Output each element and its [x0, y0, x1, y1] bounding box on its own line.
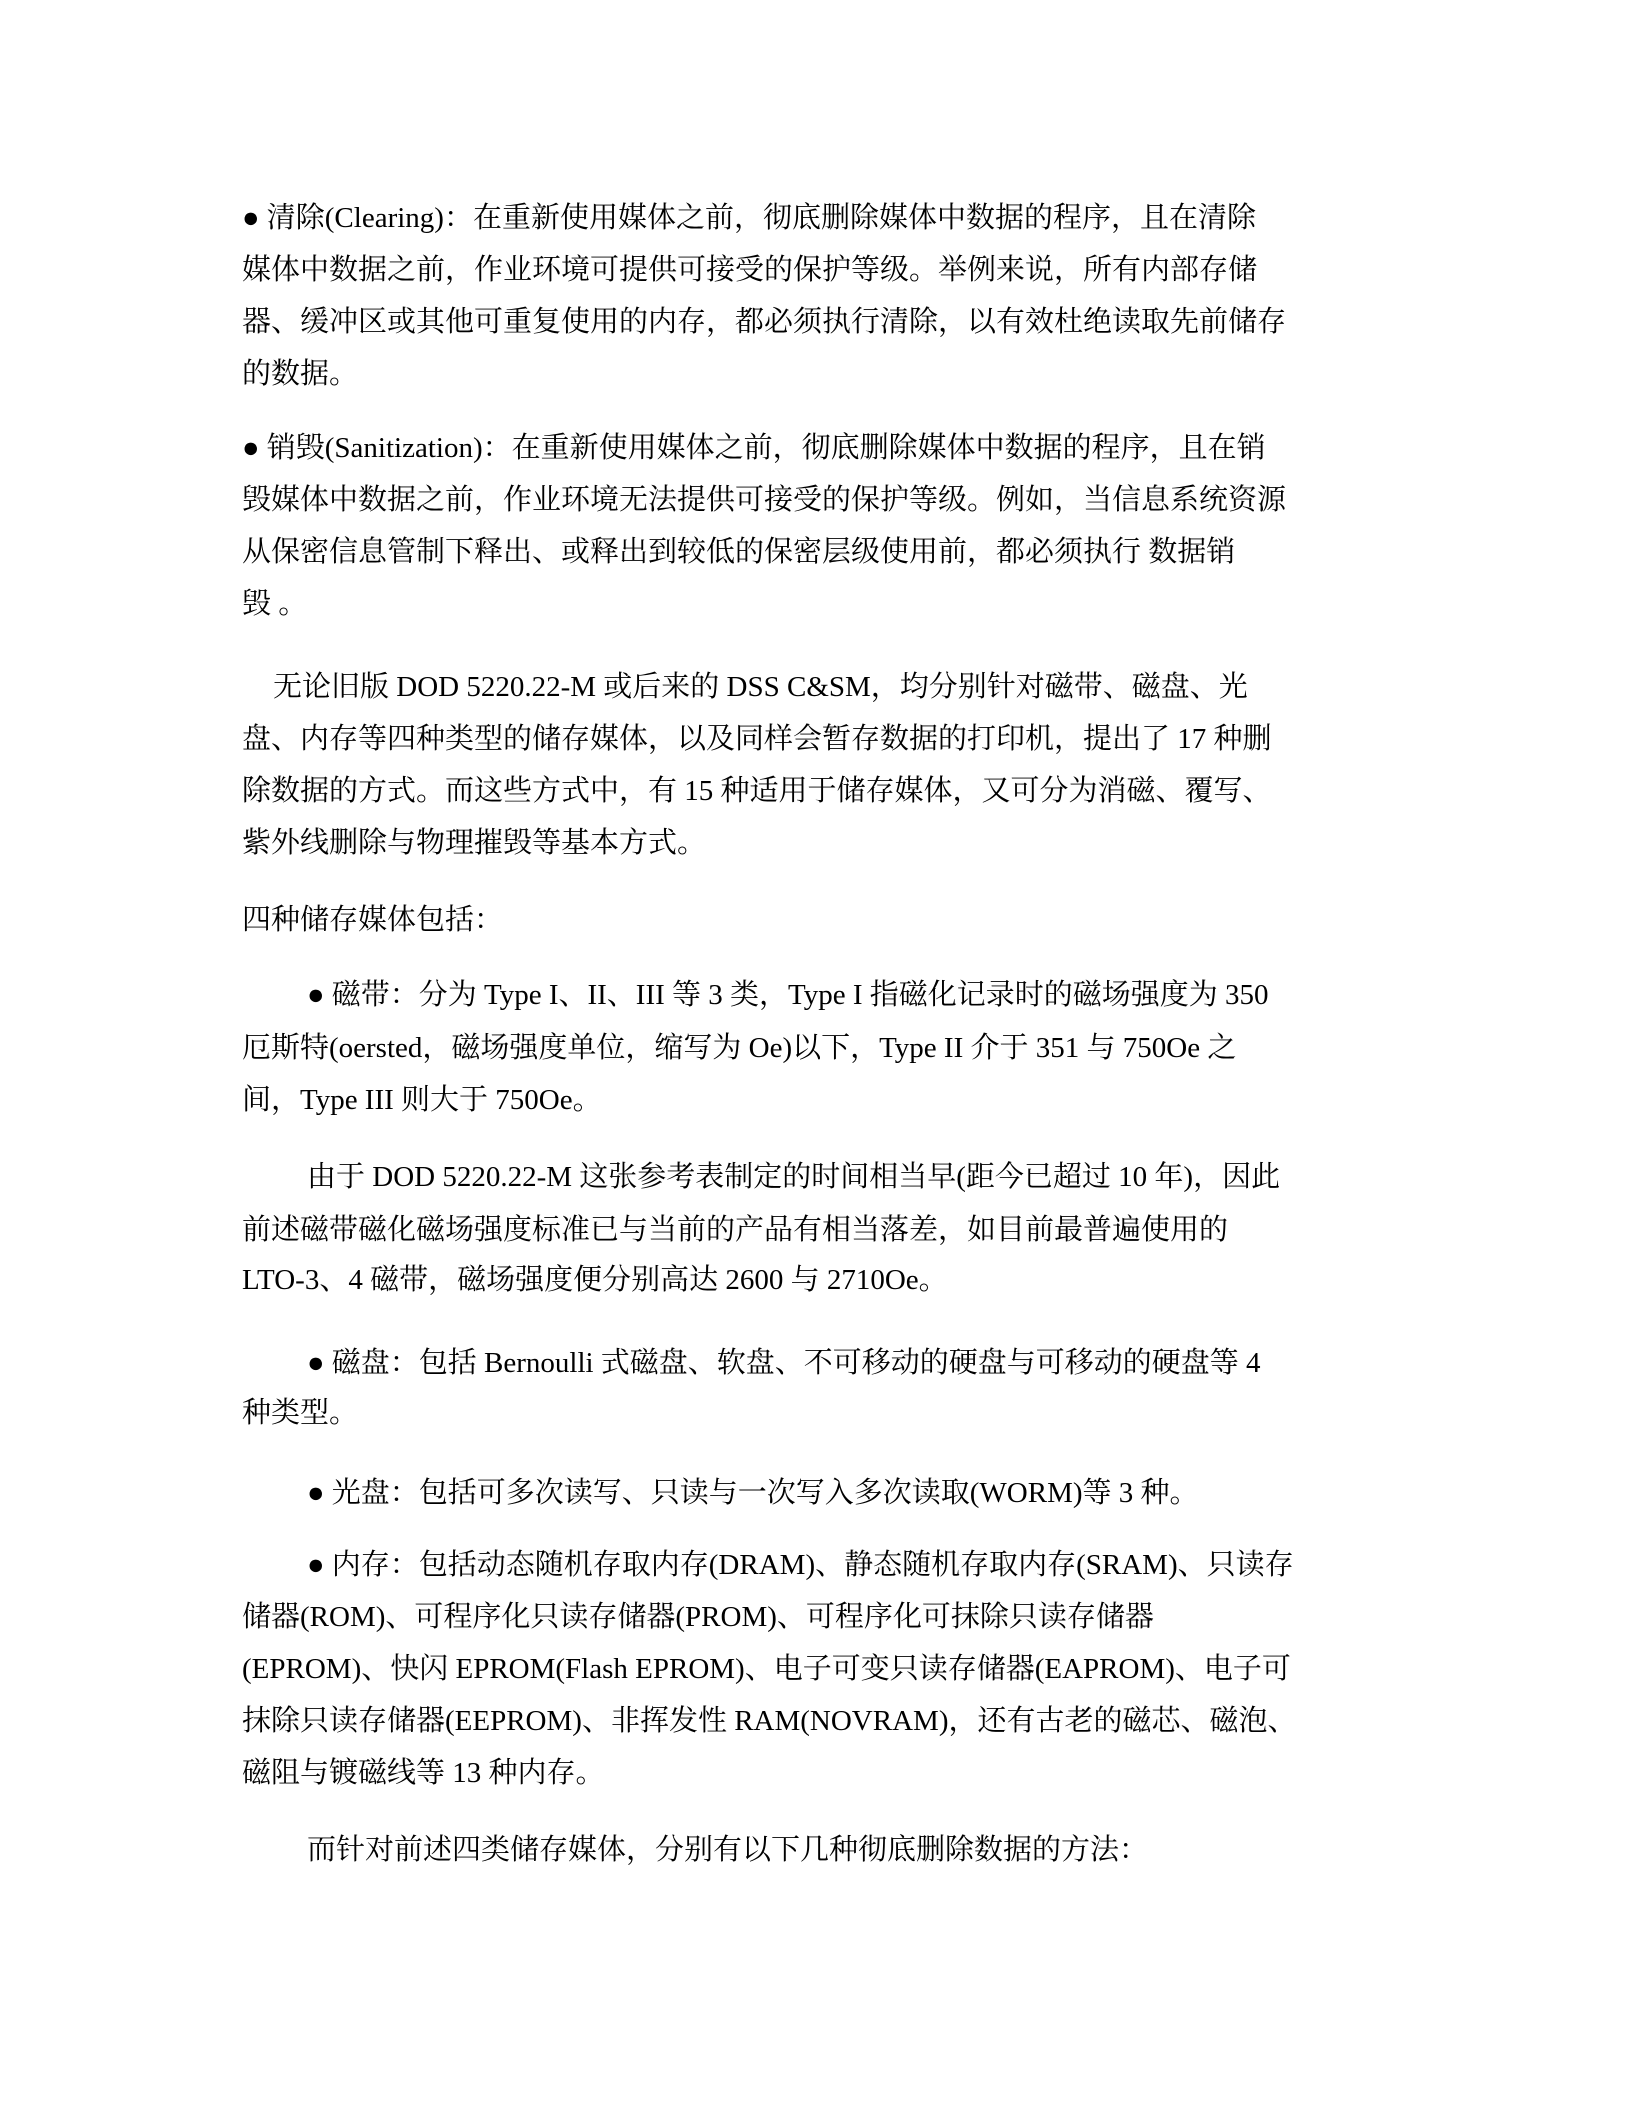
text-line: 四种储存媒体包括：: [242, 904, 504, 936]
text-line: (EPROM)、快闪 EPROM(Flash EPROM)、电子可变只读存储器(EAPROM)、电子可: [242, 1653, 1291, 1685]
text-line: 无论旧版 DOD 5220.22-M 或后来的 DSS C&SM，均分别针对磁带、磁盘、光: [273, 671, 1248, 703]
text-line: 种类型。: [242, 1397, 359, 1429]
text-line: 储器(ROM)、可程序化只读存储器(PROM)、可程序化可抹除只读存储器: [242, 1601, 1154, 1633]
text-line: 紫外线删除与物理摧毁等基本方式。: [242, 827, 707, 859]
text-line: 前述磁带磁化磁场强度标准已与当前的产品有相当落差，如目前最普遍使用的: [242, 1214, 1229, 1246]
text-line: 从保密信息管制下释出、或释出到较低的保密层级使用前，都必须执行 数据销: [242, 536, 1236, 568]
text-line: 媒体中数据之前，作业环境可提供可接受的保护等级。举例来说，所有内部存储: [242, 254, 1258, 286]
text-line: LTO-3、4 磁带，磁场强度便分别高达 2600 与 2710Oe。: [242, 1264, 948, 1296]
text-line: 厄斯特(oersted，磁场强度单位，缩写为 Oe)以下，Type II 介于 351 与 750Oe 之: [242, 1032, 1237, 1064]
text-line: 磁阻与镀磁线等 13 种内存。: [242, 1757, 605, 1789]
text-line: 间，Type III 则大于 750Oe。: [242, 1084, 602, 1116]
text-line: 盘、内存等四种类型的储存媒体，以及同样会暂存数据的打印机，提出了 17 种删: [242, 723, 1272, 755]
text-line: 器、缓冲区或其他可重复使用的内存，都必须执行清除，以有效杜绝读取先前储存: [242, 306, 1287, 338]
text-line: 而针对前述四类储存媒体，分别有以下几种彻底删除数据的方法：: [307, 1834, 1149, 1866]
text-line: 的数据。: [242, 358, 359, 390]
text-line: ● 磁盘：包括 Bernoulli 式磁盘、软盘、不可移动的硬盘与可移动的硬盘等 4: [307, 1347, 1261, 1379]
text-line: 毁 。: [242, 588, 308, 620]
text-line: ● 磁带：分为 Type I、II、III 等 3 类，Type I 指磁化记录时的磁场强度为 350: [307, 979, 1269, 1011]
text-line: 抹除只读存储器(EEPROM)、非挥发性 RAM(NOVRAM)，还有古老的磁芯、磁泡、: [242, 1705, 1297, 1737]
text-line: 毁媒体中数据之前，作业环境无法提供可接受的保护等级。例如，当信息系统资源: [242, 484, 1287, 516]
text-line: ● 光盘：包括可多次读写、只读与一次写入多次读取(WORM)等 3 种。: [307, 1477, 1199, 1509]
text-line: 由于 DOD 5220.22-M 这张参考表制定的时间相当早(距今已超过 10 年)，因此: [307, 1161, 1281, 1193]
text-line: ● 内存：包括动态随机存取内存(DRAM)、静态随机存取内存(SRAM)、只读存: [307, 1549, 1294, 1581]
text-line: ● 清除(Clearing)：在重新使用媒体之前，彻底删除媒体中数据的程序，且在清除: [242, 202, 1256, 234]
text-line: ● 销毁(Sanitization)：在重新使用媒体之前，彻底删除媒体中数据的程序，且在销: [242, 432, 1266, 464]
text-line: 除数据的方式。而这些方式中，有 15 种适用于储存媒体，又可分为消磁、覆写、: [242, 775, 1272, 807]
